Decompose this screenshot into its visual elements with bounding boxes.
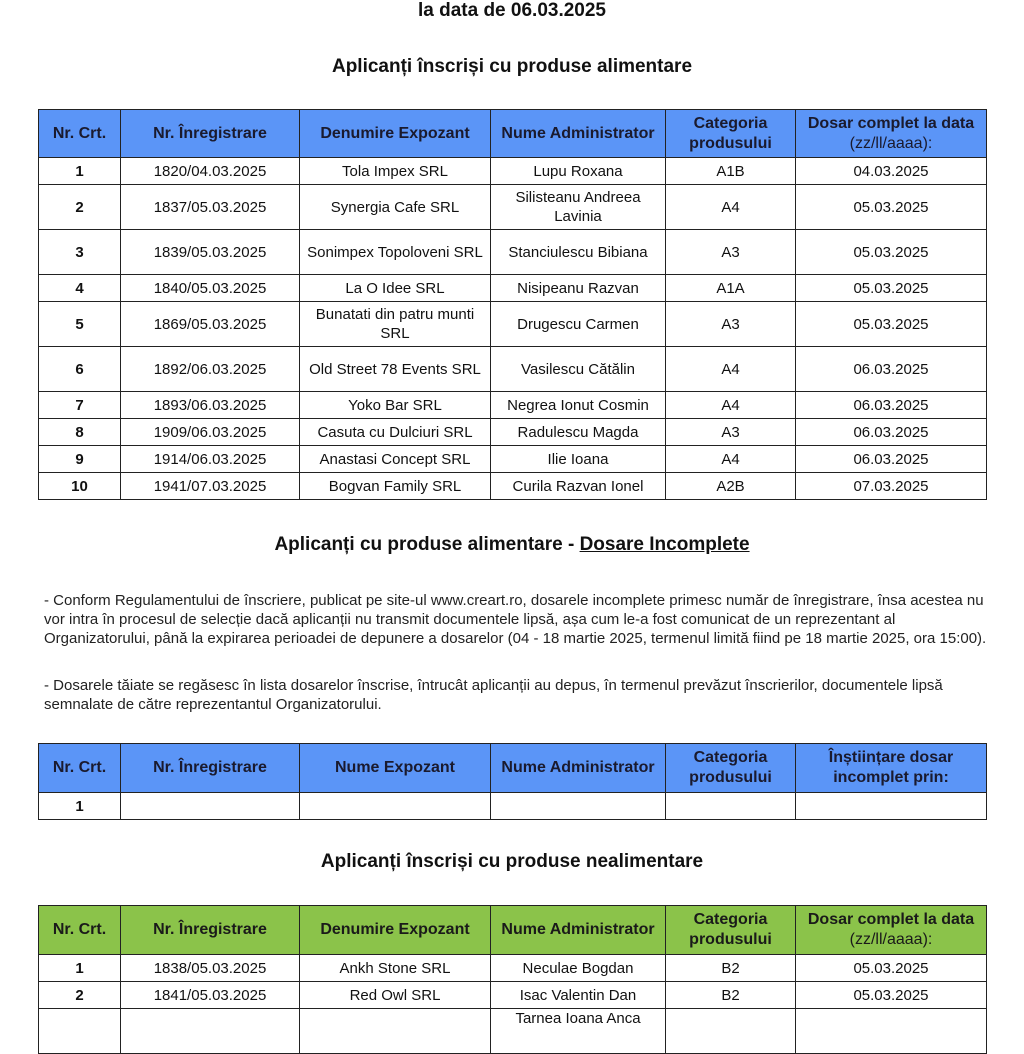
col-nr-inregistrare: Nr. Înregistrare xyxy=(121,744,300,793)
col-categoria-produsului: Categoria produsului xyxy=(666,110,796,158)
table-header-row xyxy=(39,744,987,793)
col-nr-crt: Nr. Crt. xyxy=(39,110,121,158)
col-instiintare: Înștiințare dosar incomplet prin: xyxy=(796,744,987,793)
incomplete-note-1: - Conform Regulamentului de înscriere, publicat pe site-ul www.creart.ro, dosarele incomplete primesc număr de înregistrare, însa acestea nu vor intra în procesul de selecție dacă aplicanții nu transmit documentele lipsă, așa cum le-a fost comunicat de un reprezentant al Organizatorului, până la expirarea perioadei de depunere a dosarelor (04 - 18 martie 2025, termenul limită fiind pe 18 martie 2025, ora 15:00). xyxy=(44,592,987,647)
incomplete-section-title: Aplicanți cu produse alimentare - Dosare Incomplete xyxy=(274,534,750,555)
table-row: 1 1820/04.03.2025 Tola Impex SRL Lupu Roxana A1B 04.03.2025 xyxy=(39,158,987,185)
col-nr-crt: Nr. Crt. xyxy=(39,744,121,793)
col-nume-administrator: Nume Administrator xyxy=(491,744,666,793)
table-row: 3 1839/05.03.2025 Sonimpex Topoloveni SRL Stanciulescu Bibiana A3 05.03.2025 xyxy=(39,230,987,275)
table-row: 2 1837/05.03.2025 Synergia Cafe SRL Silisteanu Andreea Lavinia A4 05.03.2025 xyxy=(39,185,987,230)
table-row: 2 1841/05.03.2025 Red Owl SRL Isac Valentin Dan B2 05.03.2025 xyxy=(39,982,987,1009)
table-row: Tarnea Ioana Anca xyxy=(39,1009,987,1054)
food-section-title: Aplicanți înscriși cu produse alimentare xyxy=(331,56,693,77)
nonfood-section-title: Aplicanți înscriși cu produse nealimentare xyxy=(320,851,704,872)
nonfood-applicants-table xyxy=(38,905,987,1054)
table-row: 7 1893/06.03.2025 Yoko Bar SRL Negrea Ionut Cosmin A4 06.03.2025 xyxy=(39,392,987,419)
table-row: 4 1840/05.03.2025 La O Idee SRL Nisipeanu Razvan A1A 05.03.2025 xyxy=(39,275,987,302)
col-categoria-produsului: Categoria produsului xyxy=(666,906,796,955)
table-row: 8 1909/06.03.2025 Casuta cu Dulciuri SRL Radulescu Magda A3 06.03.2025 xyxy=(39,419,987,446)
table-row: 1 1838/05.03.2025 Ankh Stone SRL Neculae Bogdan B2 05.03.2025 xyxy=(39,955,987,982)
incomplete-title-underlined: Dosare Incomplete xyxy=(579,534,750,555)
col-nr-crt: Nr. Crt. xyxy=(39,906,121,955)
document-date-heading: la data de 06.03.2025 xyxy=(417,0,606,21)
date-format-hint: (zz/ll/aaaa): xyxy=(849,134,933,152)
col-dosar-complet: Dosar complet la data (zz/ll/aaaa): xyxy=(796,906,987,955)
table-header-row xyxy=(39,906,987,955)
food-applicants-table xyxy=(38,109,987,500)
col-nr-inregistrare: Nr. Înregistrare xyxy=(121,110,300,158)
col-denumire-expozant: Denumire Expozant xyxy=(300,906,491,955)
table-row: 6 1892/06.03.2025 Old Street 78 Events SRL Vasilescu Cătălin A4 06.03.2025 xyxy=(39,347,987,392)
incomplete-note-2: - Dosarele tăiate se regăsesc în lista dosarelor înscrise, întrucât aplicanții au depus, în termenul prevăzut înscrierilor, documentele lipsă semnalate de către reprezentantul Organizatorului. xyxy=(44,677,943,713)
table-row: 5 1869/05.03.2025 Bunatati din patru munti SRL Drugescu Carmen A3 05.03.2025 xyxy=(39,302,987,347)
table-header-row xyxy=(39,110,987,158)
date-format-hint: (zz/ll/aaaa): xyxy=(849,931,933,948)
col-dosar-complet: Dosar complet la data (zz/ll/aaaa): xyxy=(796,110,987,158)
incomplete-applicants-table xyxy=(38,743,987,820)
col-nume-expozant: Nume Expozant xyxy=(300,744,491,793)
col-categoria-produsului: Categoria produsului xyxy=(666,744,796,793)
col-nume-administrator: Nume Administrator xyxy=(491,906,666,955)
table-row: 10 1941/07.03.2025 Bogvan Family SRL Curila Razvan Ionel A2B 07.03.2025 xyxy=(39,473,987,500)
table-row: 9 1914/06.03.2025 Anastasi Concept SRL Ilie Ioana A4 06.03.2025 xyxy=(39,446,987,473)
col-denumire-expozant: Denumire Expozant xyxy=(300,110,491,158)
col-nr-inregistrare: Nr. Înregistrare xyxy=(121,906,300,955)
col-nume-administrator: Nume Administrator xyxy=(491,110,666,158)
table-row: 1 xyxy=(39,793,987,820)
